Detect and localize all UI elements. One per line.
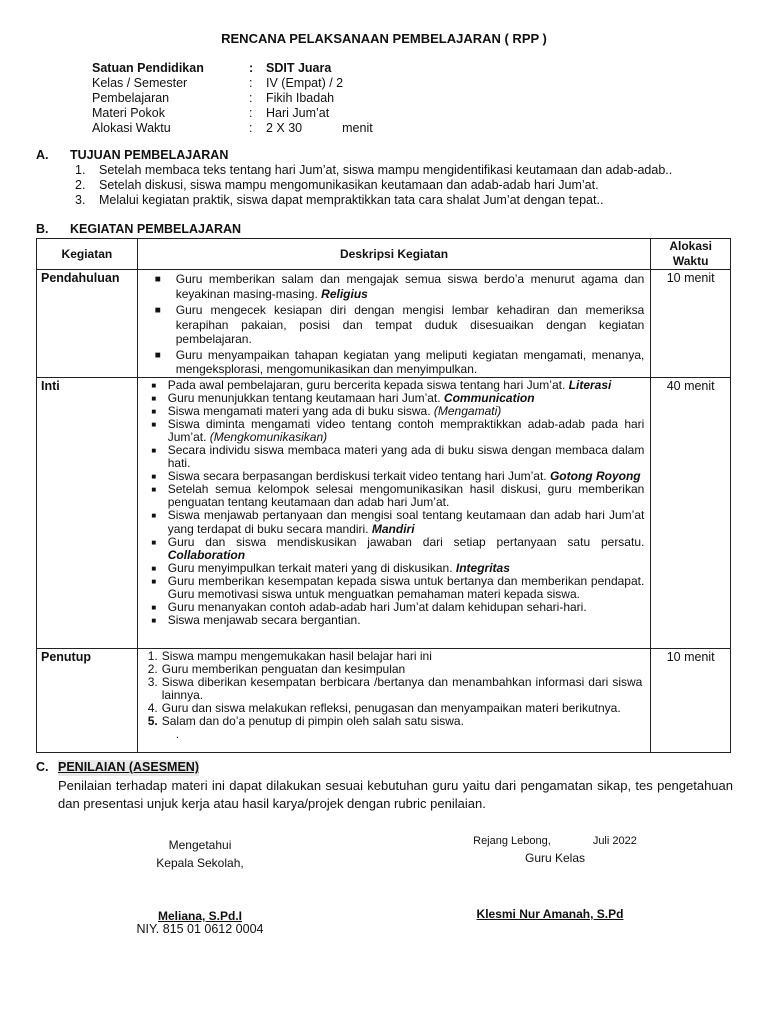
identity-label: Pembelajaran (92, 91, 170, 105)
character-tag: Gotong Royong (549, 469, 641, 484)
table-row-pendahuluan (37, 270, 731, 378)
dot-bullet-icon: ■ (151, 603, 157, 613)
item-text: Pada awal pembelajaran, guru bercerita kepada siswa tentang hari Jum’at. (167, 377, 569, 392)
trailing-dot: . (175, 726, 180, 741)
identity-colon: : (249, 121, 253, 135)
header-deskripsi: Deskripsi Kegiatan (137, 239, 651, 270)
goal-item (75, 193, 735, 208)
item-text: Guru mengecek kesiapan diri dengan mengisi lembar kehadiran dan memeriksa kerapihan pakaian, posisi dan tempat duduk disesuaikan dengan kegiatan pembelajaran. (175, 303, 645, 346)
dot-bullet-icon: ■ (151, 445, 157, 455)
list-item (138, 650, 651, 663)
header-alokasi (651, 239, 731, 270)
list-item (138, 444, 651, 470)
phase-duration: 40 menit (651, 377, 731, 648)
dot-bullet-icon: ■ (151, 537, 157, 547)
dot-bullet-icon: ■ (151, 616, 157, 626)
item-text: Guru menyampaikan tahapan kegiatan yang meliputi kegiatan mengamati, menanya, mengeksplorasi, mengomunikasikan dan menyimpulkan. (175, 347, 645, 376)
header-kegiatan: Kegiatan (37, 239, 138, 270)
item-text: Guru memberikan salam dan mengajak semua siswa berdo’a menurut agama dan keyakinan masing-masing. (175, 272, 645, 301)
list-item (138, 418, 651, 444)
list-item (138, 509, 651, 535)
table-row-penutup (37, 648, 731, 752)
dot-bullet-icon: ■ (151, 380, 157, 390)
character-tag: Mandiri (371, 521, 415, 536)
character-tag: (Mengkomunikasikan) (209, 429, 328, 444)
item-number: 1. (147, 648, 158, 663)
dot-bullet-icon: ■ (151, 393, 157, 403)
item-text: Guru menunjukkan tentang keutamaan hari Jum’at. (167, 390, 444, 405)
identity-label: Alokasi Waktu (92, 121, 171, 135)
item-text: Guru memberikan kesempatan kepada siswa untuk bertanya dan memberikan pendapat. Guru memotivasi siswa untuk menguatkan pemahaman materi kepada siswa. (167, 573, 645, 601)
teacher-role: Guru Kelas (524, 850, 586, 865)
phase-label: Penutup (37, 648, 138, 752)
item-number: 5. (147, 713, 158, 728)
item-text: Setelah semua kelompok selesai mengomunikasikan hasil diskusi, guru memberikan penguatan tentang keutamaan dan adab hari Jum’at. (167, 482, 645, 510)
character-tag: Religius (321, 286, 368, 301)
list-item (138, 575, 651, 601)
principal-name: Meliana, S.Pd.I (157, 909, 243, 923)
square-bullet-icon: ■ (154, 305, 161, 316)
signature-right (460, 835, 650, 866)
identity-block (92, 61, 492, 136)
item-text: Siswa diberikan kesempatan berbicara /bertanya dan menambahkan informasi dari siswa lainnya. (161, 674, 643, 702)
section-a-heading (36, 148, 228, 164)
identity-value: Fikih Ibadah (266, 91, 335, 105)
identity-value: Hari Jum’at (266, 106, 330, 120)
item-text: Siswa menjawab pertanyaan dan mengisi soal tentang keutamaan dan adab hari Jum’at yang terdapat di buku secara mandiri. (167, 508, 645, 536)
section-b-heading (36, 222, 241, 238)
item-number: 3. (147, 674, 158, 689)
list-item (138, 614, 651, 627)
section-c (36, 760, 733, 813)
phase-duration: 10 menit (651, 648, 731, 752)
phase-duration: 10 menit (651, 270, 731, 378)
principal-id-number: NIY. 815 01 0612 0004 (136, 922, 264, 936)
document-title: RENCANA PELAKSANAAN PEMBELAJARAN ( RPP ) (221, 31, 547, 46)
character-tag: (Mengamati) (433, 403, 502, 418)
goal-number: 2. (75, 178, 86, 192)
item-text: Secara individu siswa membaca materi yang ada di buku siswa dengan membaca dalam hati. (167, 442, 645, 471)
character-tag: Communication (443, 390, 535, 405)
character-tag: Literasi (568, 377, 612, 392)
dot-bullet-icon: ■ (151, 563, 157, 573)
identity-value: IV (Empat) / 2 (266, 76, 344, 90)
item-number: 4. (147, 700, 158, 715)
identity-row (92, 61, 492, 76)
list-item (138, 303, 651, 347)
item-text: Siswa mengamati materi yang ada di buku siswa. (167, 403, 434, 418)
list-item (138, 536, 651, 562)
goal-item (75, 178, 735, 193)
goal-item (75, 163, 735, 178)
place-date-line (460, 835, 650, 849)
list-item (138, 483, 651, 509)
goal-text: Setelah membaca teks tentang hari Jum’at, siswa mampu mengidentifikasi keutamaan dan adab-adab.. (99, 163, 673, 177)
dot-bullet-icon: ■ (151, 511, 157, 521)
goal-text: Setelah diskusi, siswa mampu mengomunikasikan keutamaan dan adab-adab hari Jum’at. (99, 178, 599, 192)
section-letter: B. (36, 222, 49, 236)
list-item (138, 272, 651, 301)
identity-colon: : (249, 76, 253, 90)
item-text: Siswa diminta mengamati video tentang contoh mempraktikkan adab-adab pada hari Jum’at. (167, 416, 645, 444)
item-text: Siswa menjawab secara bergantian. (167, 613, 361, 628)
identity-label: Kelas / Semester (92, 76, 188, 90)
section-title: KEGIATAN PEMBELAJARAN (70, 222, 242, 236)
item-text: Guru menanyakan contoh adab-adab hari Jum’at dalam kehidupan sehari-hari. (167, 600, 587, 615)
phase-description (137, 377, 651, 648)
assessment-paragraph: Penilaian terhadap materi ini dapat dilakukan sesuai kebutuhan guru yaitu dari pengamatan sikap, tes pengetahuan dan presentasi unjuk kerja atau hasil karya/projek dengan rubric penilaian. (58, 777, 733, 811)
teacher-name: Klesmi Nur Amanah, S.Pd (476, 907, 624, 921)
item-text: Guru dan siswa mendiskusikan jawaban dari setiap pertanyaan satu persatu. (167, 534, 645, 549)
identity-row (92, 91, 492, 106)
square-bullet-icon: ■ (154, 274, 161, 285)
identity-row (92, 121, 492, 136)
goal-number: 3. (75, 193, 86, 207)
identity-colon: : (249, 106, 253, 120)
identity-label: Satuan Pendidikan (92, 61, 204, 75)
table-row-inti (37, 377, 731, 648)
identity-row (92, 106, 492, 121)
signature-left-line1: Mengetahui (168, 838, 232, 852)
square-bullet-icon: ■ (154, 349, 161, 361)
identity-unit: menit (342, 121, 373, 135)
dot-bullet-icon: ■ (151, 472, 157, 482)
signature-left (130, 836, 270, 872)
signature-left-line2: Kepala Sekolah, (156, 856, 244, 870)
character-tag: Collaboration (167, 547, 246, 562)
section-letter: A. (36, 148, 49, 162)
list-item (138, 663, 651, 676)
item-text: Siswa mampu mengemukakan hasil belajar hari ini (161, 648, 432, 663)
item-text: Salam dan do’a penutup di pimpin oleh salah satu siswa. (161, 713, 464, 728)
identity-row (92, 76, 492, 91)
section-title: PENILAIAN (ASESMEN) (58, 760, 199, 774)
phase-label: Inti (37, 377, 138, 648)
dot-bullet-icon: ■ (151, 485, 157, 495)
section-c-heading (36, 760, 733, 776)
header-waktu-line: Waktu (672, 254, 709, 268)
list-item (138, 676, 651, 702)
phase-description (137, 270, 651, 378)
list-item (138, 702, 651, 715)
phase-description (137, 648, 651, 752)
header-alokasi-line: Alokasi (669, 239, 712, 253)
item-text: Guru menyimpulkan terkait materi yang di diskusikan. (167, 560, 456, 575)
table-header-row (37, 239, 731, 270)
item-text: Siswa secara berpasangan berdiskusi terkait video tentang hari Jum’at. (167, 469, 550, 484)
identity-colon: : (249, 91, 253, 105)
identity-value: 2 X 30 (266, 121, 303, 135)
section-letter: C. (36, 760, 49, 774)
character-tag: Integritas (455, 560, 510, 575)
identity-colon: : (249, 61, 254, 75)
list-item (138, 348, 651, 377)
dot-bullet-icon: ■ (151, 576, 157, 586)
signature-date: Juli 2022 (592, 835, 637, 847)
item-number: 2. (147, 661, 158, 676)
signature-place: Rejang Lebong, (473, 835, 551, 847)
section-title: TUJUAN PEMBELAJARAN (70, 148, 229, 162)
activities-table (36, 238, 731, 753)
identity-value: SDIT Juara (266, 61, 332, 75)
phase-label: Pendahuluan (37, 270, 138, 378)
goal-number: 1. (75, 163, 86, 177)
item-text: Guru memberikan penguatan dan kesimpulan (161, 661, 406, 676)
identity-label: Materi Pokok (92, 106, 165, 120)
list-item (138, 562, 651, 575)
dot-bullet-icon: ■ (151, 419, 157, 429)
dot-bullet-icon: ■ (151, 406, 157, 416)
list-item (138, 715, 651, 728)
goal-text: Melalui kegiatan praktik, siswa dapat mempraktikkan tata cara shalat Jum’at dengan tepat.. (99, 193, 604, 207)
item-text: Guru dan siswa melakukan refleksi, penugasan dan menyampaikan materi berikutnya. (161, 700, 621, 715)
goals-list (75, 163, 735, 208)
